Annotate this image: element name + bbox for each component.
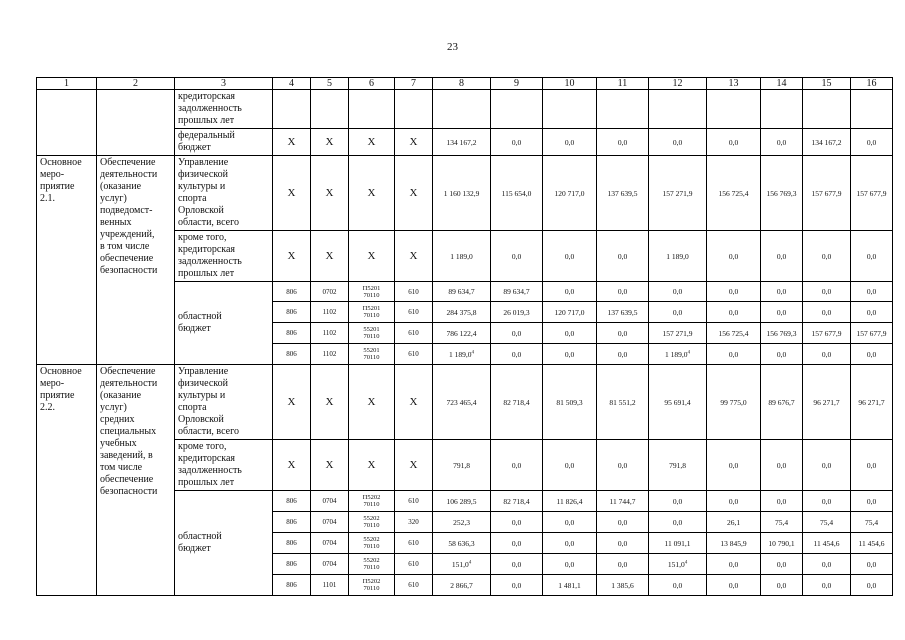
value-cell: 0,0 — [851, 231, 893, 282]
value-cell: 0,0 — [761, 575, 803, 596]
value-cell: 0,0 — [851, 491, 893, 512]
value-cell — [433, 554, 491, 575]
value-cell: X — [311, 156, 349, 231]
value-cell: 0,0 — [803, 575, 851, 596]
value-cell: 0,0 — [851, 344, 893, 365]
value-cell: 0,0 — [707, 491, 761, 512]
value-cell: X — [273, 156, 311, 231]
footnote-mark: 4 — [468, 560, 472, 565]
value-cell: 0,0 — [649, 129, 707, 156]
value-cell: 106 289,5 — [433, 491, 491, 512]
value-cell: 0,0 — [543, 231, 597, 282]
value-cell: 0,0 — [597, 231, 649, 282]
value-cell: 786 122,4 — [433, 323, 491, 344]
header-cell: 2 — [97, 78, 175, 90]
value-cell: 0,0 — [491, 129, 543, 156]
value-cell: 0,0 — [491, 440, 543, 491]
value-cell: 0,0 — [851, 554, 893, 575]
value-cell: 0,0 — [491, 231, 543, 282]
value-cell: 0,0 — [543, 533, 597, 554]
value-cell: 157 271,9 — [649, 323, 707, 344]
value-cell: 0,0 — [707, 231, 761, 282]
header-cell: 10 — [543, 78, 597, 90]
value-cell: 0,0 — [851, 282, 893, 302]
value-cell: 0,0 — [707, 554, 761, 575]
value-cell: 0,0 — [803, 302, 851, 323]
measure-2-1-name: Основное меро- приятие 2.1. — [37, 156, 97, 365]
value-text: 151,0 — [667, 559, 685, 569]
value-cell: X — [395, 365, 433, 440]
code-cell: П5202 70110 — [349, 491, 395, 512]
code-cell: 806 — [273, 282, 311, 302]
code-cell: 1102 — [311, 344, 349, 365]
value-cell: 0,0 — [597, 344, 649, 365]
code-cell: 55202 70110 — [349, 533, 395, 554]
value-cell: X — [349, 129, 395, 156]
code-cell: 806 — [273, 575, 311, 596]
value-cell: 0,0 — [761, 440, 803, 491]
value-cell: 1 160 132,9 — [433, 156, 491, 231]
value-cell: 0,0 — [491, 575, 543, 596]
value-cell: 0,0 — [597, 323, 649, 344]
value-cell: 1 189,0 — [433, 231, 491, 282]
value-cell: 89 676,7 — [761, 365, 803, 440]
value-cell: 89 634,7 — [491, 282, 543, 302]
value-cell: 0,0 — [491, 533, 543, 554]
value-text: 151,0 — [451, 559, 469, 569]
debt-label: кроме того, кредиторская задолженность прошлых лет — [175, 440, 273, 491]
page-number: 23 — [447, 41, 458, 53]
value-cell: 156 769,3 — [761, 323, 803, 344]
regional-budget-label: областной бюджет — [175, 491, 273, 596]
code-cell: 806 — [273, 491, 311, 512]
empty-cell — [37, 90, 97, 156]
value-cell: 0,0 — [597, 129, 649, 156]
value-cell: 120 717,0 — [543, 156, 597, 231]
code-cell: 806 — [273, 323, 311, 344]
code-cell: 0704 — [311, 512, 349, 533]
value-cell: 1 481,1 — [543, 575, 597, 596]
header-cell: 3 — [175, 78, 273, 90]
value-cell: X — [395, 231, 433, 282]
value-cell: 134 167,2 — [803, 129, 851, 156]
header-cell: 6 — [349, 78, 395, 90]
value-cell: X — [349, 365, 395, 440]
footnote-mark: 4 — [687, 350, 690, 355]
value-cell: 75,4 — [803, 512, 851, 533]
code-cell: 320 — [395, 512, 433, 533]
value-cell: X — [349, 440, 395, 491]
value-cell: 13 845,9 — [707, 533, 761, 554]
header-cell: 13 — [707, 78, 761, 90]
value-cell: 0,0 — [761, 231, 803, 282]
value-cell: 89 634,7 — [433, 282, 491, 302]
value-cell: X — [311, 231, 349, 282]
value-cell: X — [311, 440, 349, 491]
value-cell: X — [273, 440, 311, 491]
value-cell: 0,0 — [803, 554, 851, 575]
footnote-mark: 4 — [684, 560, 688, 565]
value-cell: 0,0 — [803, 344, 851, 365]
value-cell: 252,3 — [433, 512, 491, 533]
code-cell: 806 — [273, 533, 311, 554]
value-cell: 81 509,3 — [543, 365, 597, 440]
value-cell: 11 744,7 — [597, 491, 649, 512]
value-cell: 95 691,4 — [649, 365, 707, 440]
value-cell: 0,0 — [707, 129, 761, 156]
value-cell: 0,0 — [707, 344, 761, 365]
federal-budget-label: федеральный бюджет — [175, 129, 273, 156]
value-cell: 0,0 — [851, 129, 893, 156]
value-cell: 0,0 — [597, 512, 649, 533]
value-cell: 0,0 — [761, 129, 803, 156]
value-cell: 0,0 — [851, 575, 893, 596]
value-cell: 157 677,9 — [803, 156, 851, 231]
value-cell: X — [349, 156, 395, 231]
value-cell: X — [349, 231, 395, 282]
code-cell: 610 — [395, 554, 433, 575]
value-cell: 0,0 — [803, 491, 851, 512]
value-cell: 0,0 — [649, 282, 707, 302]
value-cell: 96 271,7 — [803, 365, 851, 440]
value-cell: 115 654,0 — [491, 156, 543, 231]
value-cell: 0,0 — [761, 282, 803, 302]
value-text: 1 189,0 — [665, 349, 688, 359]
code-cell: 0702 — [311, 282, 349, 302]
header-cell: 14 — [761, 78, 803, 90]
debt-label: кроме того, кредиторская задолженность прошлых лет — [175, 231, 273, 282]
value-cell: 75,4 — [851, 512, 893, 533]
value-cell: 10 790,1 — [761, 533, 803, 554]
value-cell: 0,0 — [543, 440, 597, 491]
value-cell: 96 271,7 — [851, 365, 893, 440]
header-cell: 7 — [395, 78, 433, 90]
value-cell: 26,1 — [707, 512, 761, 533]
value-cell: 156 725,4 — [707, 156, 761, 231]
value-cell: 1 385,6 — [597, 575, 649, 596]
value-cell: 723 465,4 — [433, 365, 491, 440]
value-cell: 157 271,9 — [649, 156, 707, 231]
value-cell: X — [395, 156, 433, 231]
code-cell: 806 — [273, 554, 311, 575]
value-cell: X — [395, 129, 433, 156]
code-cell: 1101 — [311, 575, 349, 596]
value-cell: 0,0 — [649, 512, 707, 533]
value-cell: 0,0 — [649, 575, 707, 596]
value-cell: 0,0 — [491, 323, 543, 344]
value-cell: 0,0 — [597, 440, 649, 491]
value-cell: X — [311, 365, 349, 440]
header-cell: 15 — [803, 78, 851, 90]
value-cell — [433, 344, 491, 365]
value-cell: 284 375,8 — [433, 302, 491, 323]
header-cell: 16 — [851, 78, 893, 90]
value-cell: 0,0 — [491, 512, 543, 533]
value-cell: 11 826,4 — [543, 491, 597, 512]
value-cell — [649, 344, 707, 365]
header-row — [37, 78, 893, 90]
value-cell: 0,0 — [597, 282, 649, 302]
value-cell: 99 775,0 — [707, 365, 761, 440]
code-cell: 0704 — [311, 491, 349, 512]
code-cell: 55201 70110 — [349, 344, 395, 365]
regional-budget-label: областной бюджет — [175, 282, 273, 365]
value-cell: 82 718,4 — [491, 365, 543, 440]
value-cell: 0,0 — [543, 554, 597, 575]
value-cell: X — [311, 129, 349, 156]
value-cell: 0,0 — [543, 282, 597, 302]
value-cell: 0,0 — [543, 512, 597, 533]
value-cell: 791,8 — [649, 440, 707, 491]
value-cell: 120 717,0 — [543, 302, 597, 323]
value-cell: 0,0 — [543, 323, 597, 344]
value-cell: 11 454,6 — [851, 533, 893, 554]
code-cell: 0704 — [311, 533, 349, 554]
code-cell: П5201 70110 — [349, 302, 395, 323]
code-cell: 1102 — [311, 302, 349, 323]
code-cell: 610 — [395, 533, 433, 554]
table-row — [37, 365, 893, 440]
header-cell: 1 — [37, 78, 97, 90]
value-cell: 11 091,1 — [649, 533, 707, 554]
code-cell: 0704 — [311, 554, 349, 575]
empty-cell — [97, 90, 175, 156]
header-cell: 8 — [433, 78, 491, 90]
value-cell: 82 718,4 — [491, 491, 543, 512]
value-cell: 0,0 — [851, 440, 893, 491]
value-cell: 157 677,9 — [851, 323, 893, 344]
code-cell: 55201 70110 — [349, 323, 395, 344]
value-cell: 0,0 — [543, 129, 597, 156]
table-row — [37, 156, 893, 231]
budget-table — [36, 77, 893, 596]
table-row — [37, 90, 893, 129]
code-cell: 806 — [273, 302, 311, 323]
value-cell: 157 677,9 — [851, 156, 893, 231]
value-cell: 0,0 — [491, 554, 543, 575]
value-cell: 0,0 — [491, 344, 543, 365]
value-cell: 75,4 — [761, 512, 803, 533]
total-label: Управление физической культуры и спорта Орловской области, всего — [175, 156, 273, 231]
value-cell: 0,0 — [761, 491, 803, 512]
value-cell: 2 866,7 — [433, 575, 491, 596]
value-cell: 81 551,2 — [597, 365, 649, 440]
value-cell: 0,0 — [803, 231, 851, 282]
value-cell: 58 636,3 — [433, 533, 491, 554]
code-cell: 806 — [273, 344, 311, 365]
value-cell: 0,0 — [543, 344, 597, 365]
value-cell: X — [395, 440, 433, 491]
value-cell: X — [273, 365, 311, 440]
value-cell: 0,0 — [597, 554, 649, 575]
value-cell: 791,8 — [433, 440, 491, 491]
header-cell: 5 — [311, 78, 349, 90]
value-cell: 157 677,9 — [803, 323, 851, 344]
value-text: 1 189,0 — [449, 349, 472, 359]
value-cell: 0,0 — [761, 302, 803, 323]
value-cell: 0,0 — [649, 302, 707, 323]
code-cell: 806 — [273, 512, 311, 533]
debt-label: кредиторская задолженность прошлых лет — [175, 90, 273, 129]
code-cell: 610 — [395, 323, 433, 344]
value-cell: 0,0 — [707, 302, 761, 323]
value-cell: 0,0 — [707, 440, 761, 491]
value-cell: 0,0 — [597, 533, 649, 554]
value-cell: X — [273, 129, 311, 156]
code-cell: 610 — [395, 491, 433, 512]
value-cell: 137 639,5 — [597, 302, 649, 323]
header-cell: 11 — [597, 78, 649, 90]
code-cell: П5201 70110 — [349, 282, 395, 302]
value-cell: 137 639,5 — [597, 156, 649, 231]
value-cell: 26 019,3 — [491, 302, 543, 323]
value-cell: 0,0 — [761, 554, 803, 575]
value-cell: 0,0 — [761, 344, 803, 365]
measure-2-1-description: Обеспечение деятельности (оказание услуг) подведомст- венных учреждений, в том числе обеспечение безопасности — [97, 156, 175, 365]
value-cell: 1 189,0 — [649, 231, 707, 282]
total-label: Управление физической культуры и спорта Орловской области, всего — [175, 365, 273, 440]
measure-2-2-name: Основное меро- приятие 2.2. — [37, 365, 97, 596]
header-cell: 9 — [491, 78, 543, 90]
value-cell: 11 454,6 — [803, 533, 851, 554]
value-cell: 0,0 — [707, 575, 761, 596]
measure-2-2-description: Обеспечение деятельности (оказание услуг) средних специальных учебных заведений, в том числе обеспечение безопасности — [97, 365, 175, 596]
value-cell: X — [273, 231, 311, 282]
code-cell: 55202 70110 — [349, 512, 395, 533]
code-cell: 55202 70110 — [349, 554, 395, 575]
value-cell: 0,0 — [851, 302, 893, 323]
header-cell: 4 — [273, 78, 311, 90]
code-cell: 610 — [395, 575, 433, 596]
value-cell — [649, 554, 707, 575]
code-cell: 610 — [395, 344, 433, 365]
value-cell: 0,0 — [803, 440, 851, 491]
code-cell: 610 — [395, 282, 433, 302]
footnote-mark: 4 — [471, 350, 474, 355]
value-cell: 0,0 — [803, 282, 851, 302]
code-cell: П5202 70110 — [349, 575, 395, 596]
value-cell: 156 725,4 — [707, 323, 761, 344]
code-cell: 610 — [395, 302, 433, 323]
code-cell: 1102 — [311, 323, 349, 344]
value-cell: 156 769,3 — [761, 156, 803, 231]
value-cell: 134 167,2 — [433, 129, 491, 156]
header-cell: 12 — [649, 78, 707, 90]
value-cell: 0,0 — [649, 491, 707, 512]
value-cell: 0,0 — [707, 282, 761, 302]
